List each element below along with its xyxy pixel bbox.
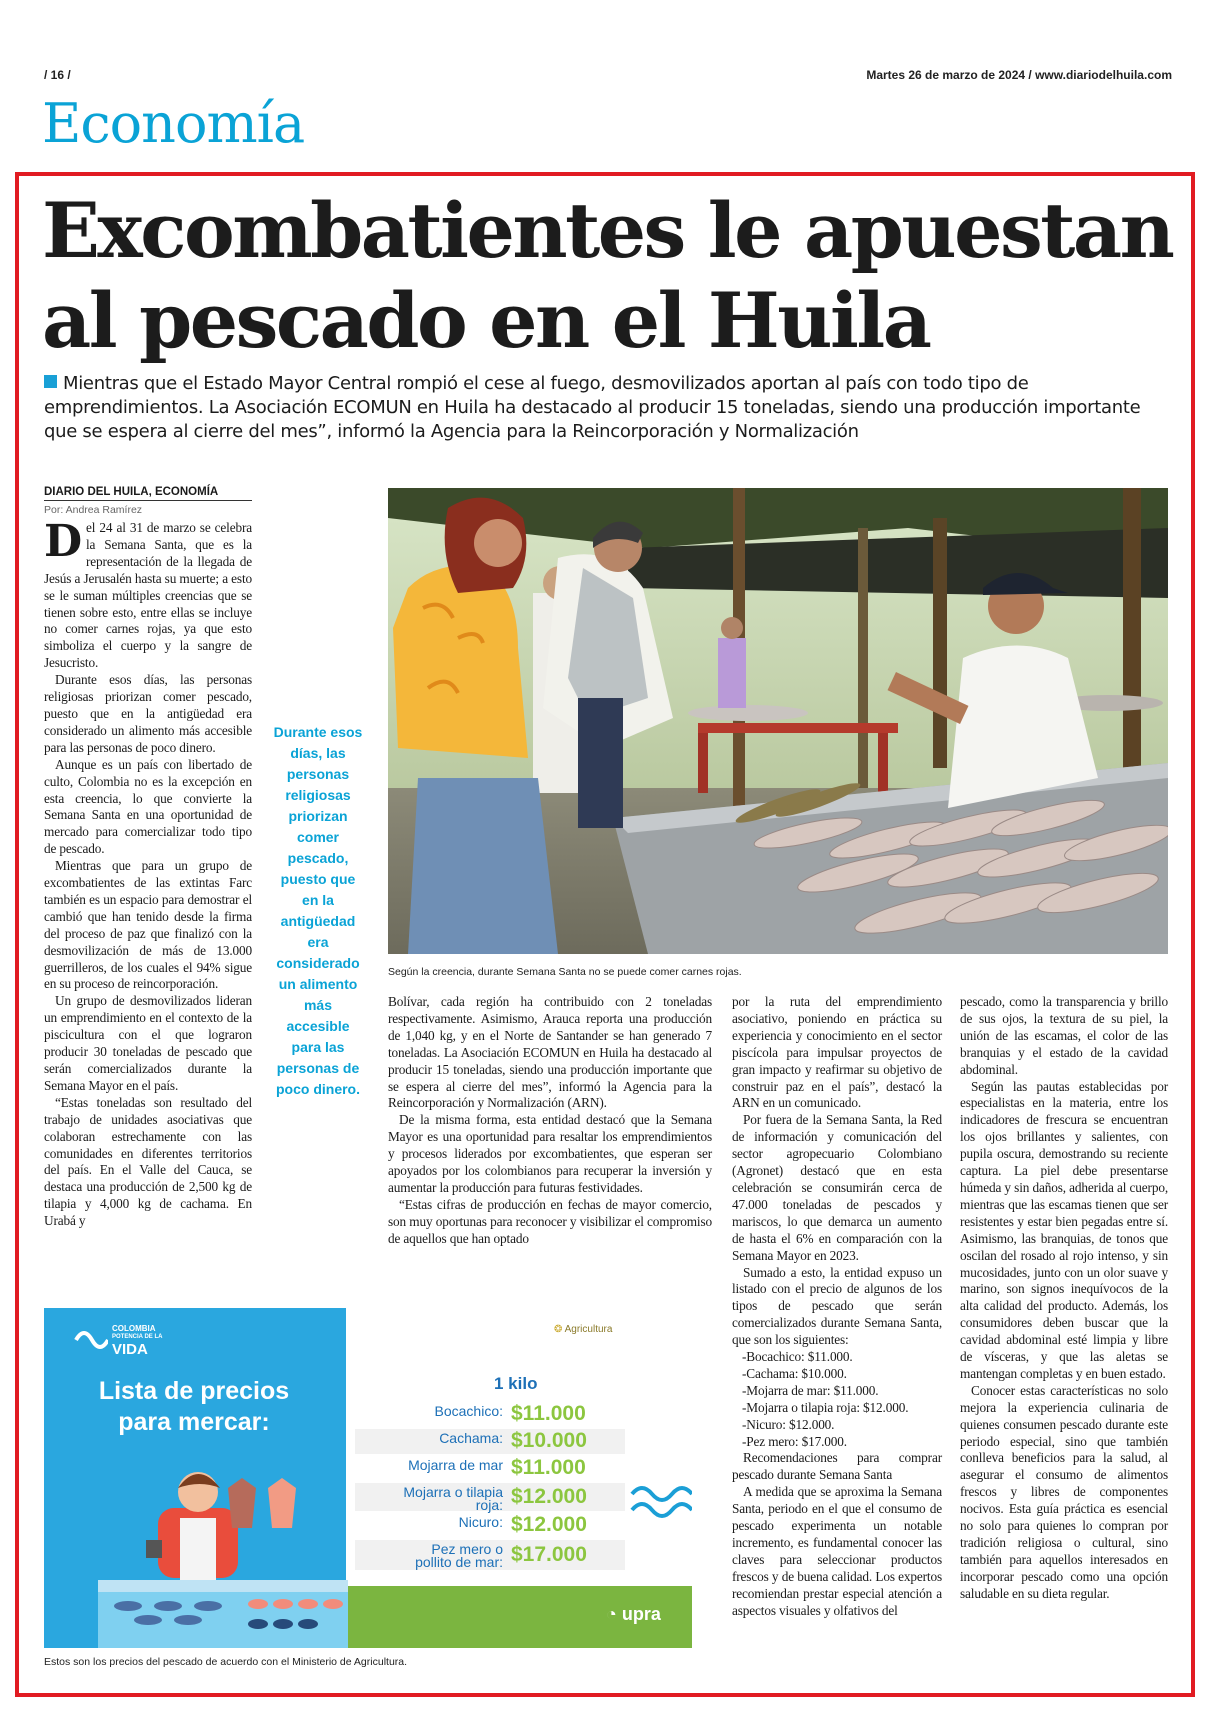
lead-square-icon (44, 375, 57, 388)
price-list-item: -Pez mero: $17.000. (742, 1433, 847, 1449)
paragraph: Durante esos días, las personas religiosas priorizan comer pescado, puesto que en la antigüedad era considerado un alimento más accesible para las personas de poco dinero. (44, 672, 252, 755)
price-row (355, 1540, 625, 1570)
logo-line: POTENCIA DE LA (112, 1334, 163, 1340)
price-list-item: -Nicuro: $12.000. (742, 1416, 835, 1432)
lead-text: Mientras que el Estado Mayor Central rompió el cese al fuego, desmovilizados aportan al país con todo tipo de emprendimientos. La Asociación ECOMUN en Huila ha destacado al producir 15 toneladas, siendo una producción importante que se espera al cierre del mes”, informó la Agencia para la Reincorporación y Normalización (44, 373, 1141, 442)
upra-logo (606, 1604, 661, 1625)
fish-price: $12.000 (511, 1485, 587, 1508)
fish-name: Bocachico: (434, 1403, 503, 1419)
column-2 (388, 994, 712, 1248)
colombia-logo-icon (74, 1326, 108, 1352)
price-list-item: -Cachama: $10.000. (742, 1365, 847, 1381)
paragraph: Según las pautas establecidas por especialistas en la materia, entre los indicadores de frescura se encuentran los ojos brillantes y salientes, con pupila oscura, demostrando su reciente captura. La piel debe presentarse húmeda y sin daños, adherida al cuerpo, mientras que las escamas tienen que ser resistentes y estar bien pegadas entre sí. Asimismo, las branquias, de tonos que oscilan del rosado al rojo intenso, y sin mucosidades, junto con un olor suave y marino, son signos inequívocos de la alta calidad del producto. Además, los consumidores deben buscar que la cavidad abdominal esté limpia y libre de vísceras, y que las aletas se mantengan completas y en buen estado. (960, 1078, 1168, 1381)
fish-name: Nicuro: (458, 1514, 503, 1530)
lead-paragraph (44, 372, 1154, 444)
fish-name: Cachama: (439, 1430, 503, 1446)
agricultura-logo-text: Agricultura (564, 1324, 613, 1335)
section-title: Economía (42, 92, 305, 155)
pull-quote: Durante esos días, las personas religiosas priorizan comer pescado, puesto que en la antigüedad era considerado un alimento más accesible para las personas de poco dinero. (273, 724, 363, 1097)
fish-name: Mojarra de mar (408, 1457, 503, 1473)
column-1 (44, 486, 252, 1230)
source-line: DIARIO DEL HUILA, ECONOMÍA (44, 486, 252, 501)
fish-name: Pez mero o pollito de mar: (415, 1541, 503, 1570)
fish-price: $11.000 (511, 1456, 586, 1479)
paragraph: “Estas cifras de producción en fechas de mayor comercio, son muy oportunas para reconocer y visibilizar el compromiso de aquellos que han optado (388, 1196, 712, 1246)
paragraph: De la misma forma, esta entidad destacó que la Semana Mayor es una oportunidad para resaltar los emprendimientos y procesos liderados por excombatientes, que esperan ser apoyados por los colombianos para recuperar la inversión y aumentar la producción para futuras festividades. (388, 1112, 712, 1195)
title-line: para mercar: (118, 1408, 270, 1436)
column-4 (960, 994, 1168, 1603)
photo-caption: Según la creencia, durante Semana Santa no se puede comer carnes rojas. (388, 966, 742, 978)
colombia-logo-text (112, 1324, 162, 1357)
market-photo-illustration (388, 488, 1168, 954)
price-row (355, 1483, 625, 1511)
author-line: Por: Andrea Ramírez (44, 504, 143, 516)
price-list-item: -Mojarra de mar: $11.000. (742, 1382, 879, 1398)
agricultura-logo (554, 1324, 612, 1335)
fishmonger-illustration (98, 1448, 348, 1648)
paragraph: Conocer estas características no solo mejora la experiencia culinaria de quienes consumen pescado durante este periodo especial, sino que también conlleva beneficios para la salud, al asegurar el consumo de alimentos frescos y libres de componentes nocivos. Esta guía práctica es esencial no solo para quienes lo compran por tradición religiosa o cultural, sino también para aquellos interesados en incorporar pescado como una opción saludable en su dieta regular. (960, 1382, 1168, 1601)
fish-price: $12.000 (511, 1513, 587, 1536)
paragraph: Por fuera de la Semana Santa, la Red de información y comunicación del sector agropecuario Colombiano (Agronet) destacó que en esta celebración se consumirán cerca de 47.000 toneladas de pescados y mariscos, lo que demarca un aumento de hasta el 6% en comparación con la Semana Mayor en 2023. (732, 1112, 942, 1263)
paragraph: Mientras que para un grupo de excombatientes de las extintas Farc también es un espacio para demostrar el cambió que han tenido desde la firma del proceso de paz que finalizó con la desmovilización de más de 13.000 guerrilleros, de los cuales el 94% sigue en su proceso de reincorporación. (44, 858, 252, 992)
dropcap: D (44, 516, 83, 567)
column-1-text (44, 516, 252, 1230)
column-3 (732, 994, 942, 1620)
paragraph: Bolívar, cada región ha contribuido con 2 toneladas respectivamente. Asimismo, Arauca reporta una producción de 1,040 kg, y en el Norte de Santander se han generado 7 toneladas. La Asociación ECOMUN en Huila ha destacado al producir 15 toneladas, siendo una producción importante que se espera al cierre del mes”, informó la Agencia para la Reincorporación y Normalización (ARN). (388, 994, 712, 1111)
price-list-item: -Mojarra o tilapia roja: $12.000. (742, 1399, 909, 1415)
infographic-title (74, 1376, 314, 1438)
price-row (355, 1402, 625, 1427)
paragraph: “Estas toneladas son resultado del trabajo de unidades asociativas que colaboran estrechamente con las comunidades en diferentes territorios del país. En el Valle del Cauca, se destaca una producción de 2,500 kg de tilapia y 4,000 kg de cachama. En Urabá y (44, 1094, 252, 1229)
paragraph: Un grupo de desmovilizados lideran un emprendimiento en el contexto de la piscicultura con el que lograron producir 30 toneladas de pescado que serán comercializados durante la Semana Mayor en el país. (44, 993, 252, 1093)
upra-logo-text: upra (621, 1604, 661, 1624)
paragraph: Sumado a esto, la entidad expuso un listado con el precio de algunos de los tipos de pescado que serán comercializados durante Semana Santa, que son los siguientes: (732, 1264, 942, 1348)
price-row (355, 1513, 625, 1538)
paragraph: el 24 al 31 de marzo se celebra la Semana Santa, que es la representación de la llegada de Jesús a Jerusalén hasta su muerte; a esto se le suman múltiples creencias que se tienen sobre esto, entre ellas se incluye no comer carnes rojas, ya que esto simboliza el cuerpo y la sangre de Jesucristo. (44, 520, 252, 671)
paragraph: por la ruta del emprendimiento asociativo, poniendo en práctica su experiencia y conocimiento en el sector piscícola para impulsar proyectos de gran impacto y reafirmar su objetivo de construir paz en el país”, destacó la ARN en un comunicado. (732, 994, 942, 1111)
subheading: Recomendaciones para comprar pescado durante Semana Santa (732, 1450, 942, 1483)
upra-icon: ◔ (606, 1604, 617, 1624)
fish-price: $17.000 (511, 1543, 587, 1566)
date-site: Martes 26 de marzo de 2024 / www.diariodelhuila.com (866, 68, 1172, 82)
infographic-caption: Estos son los precios del pescado de acuerdo con el Ministerio de Agricultura. (44, 1656, 408, 1668)
logo-line: COLOMBIA (112, 1324, 156, 1333)
logo-line: VIDA (112, 1341, 148, 1358)
fish-price: $11.000 (511, 1402, 586, 1425)
price-row (355, 1456, 625, 1481)
paragraph: A medida que se aproxima la Semana Santa, periodo en el que el consumo de pescado experimenta un notable incremento, es fundamental conocer las claves para seleccionar productos frescos y de buena calidad. Los expertos recomiendan prestar especial atención a aspectos visuales y olfativos del (732, 1484, 942, 1618)
fish-price: $10.000 (511, 1429, 587, 1452)
paragraph: pescado, como la transparencia y brillo de sus ojos, la textura de su piel, la unión de las escamas, el color de las branquias y el estado de la cavidad abdominal. (960, 994, 1168, 1077)
unit-header: 1 kilo (494, 1374, 538, 1393)
price-row (355, 1429, 625, 1454)
title-line: Lista de precios (98, 1377, 290, 1405)
shield-icon: ❂ (554, 1324, 563, 1335)
price-infographic (44, 1308, 692, 1648)
page-number: / 16 / (44, 68, 71, 82)
wave-icon (628, 1476, 692, 1526)
headline-line-1: Excombatientes le apuestan (42, 186, 1173, 275)
headline (42, 186, 1192, 366)
market-photo (388, 488, 1168, 954)
price-list-item: -Bocachico: $11.000. (742, 1349, 853, 1365)
headline-line-2: al pescado en el Huila (42, 276, 930, 365)
paragraph: Aunque es un país con libertado de culto, Colombia no es la excepción en esta creencia, lo que convierte la Semana Santa en una oportunidad de mercado para comercializar todo tipo de pescado. (44, 756, 252, 857)
fish-name: Mojarra o tilapia roja: (403, 1484, 503, 1513)
